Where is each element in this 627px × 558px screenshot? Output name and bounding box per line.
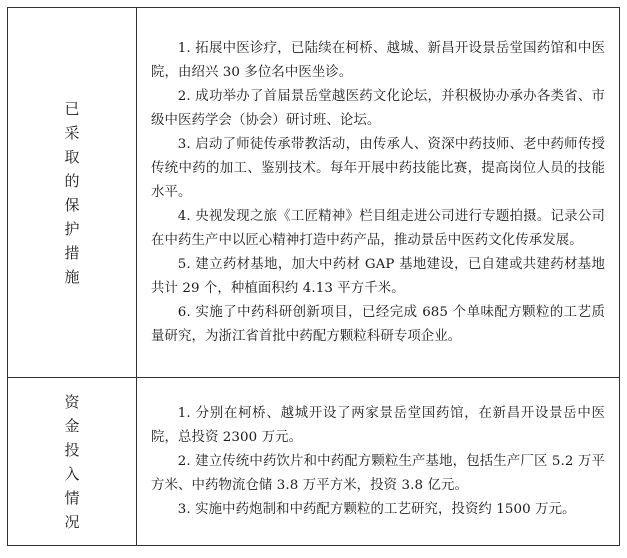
- measure-item: 2. 成功举办了首届景岳堂越医药文化论坛，并积极协办承办各类省、市级中医药学会（协会）研讨班、论坛。: [151, 88, 605, 128]
- funding-item: 1. 分别在柯桥、越城开设了两家景岳堂国药馆，在新昌开设景岳中医院，总投资 2300 万元。: [151, 405, 605, 445]
- measure-item: 3. 启动了师徒传承带教活动，由传承人、资深中药技师、老中药师传授传统中药的加工、鉴别技术。每年开展中药技能比赛，提高岗位人员的技能水平。: [151, 136, 605, 200]
- measure-item: 4. 央视发现之旅《工匠精神》栏目组走进公司进行专题拍摄。记录公司在中药生产中以匠心精神打造中药产品，推动景岳中医药文化传承发展。: [151, 208, 605, 248]
- row-label-protection-measures: 已采取的保护措施: [64, 99, 80, 286]
- row-label-cell: [8, 378, 137, 546]
- measure-item: 5. 建立药材基地，加大中药材 GAP 基地建设，已自建或共建药材基地共计 29 个，种植面积约 4.13 平方千米。: [151, 256, 605, 296]
- funding-item: 3. 实施中药炮制和中药配方颗粒的工艺研究，投资约 1500 万元。: [177, 501, 576, 517]
- measure-item: 1. 拓展中医诊疗，已陆续在柯桥、越城、新昌开设景岳堂国药馆和中医院，由绍兴 30 多位名中医坐诊。: [151, 40, 605, 80]
- table-row-funding-investment: [8, 378, 620, 546]
- document-table: [7, 7, 620, 546]
- measure-item: 6. 实施了中药科研创新项目，已经完成 685 个单味配方颗粒的工艺质量研究，为浙江省首批中药配方颗粒科研专项企业。: [151, 304, 605, 344]
- row-label-cell: [8, 8, 137, 378]
- row-label-funding-investment: 资金投入情况: [64, 392, 80, 531]
- funding-item: 2. 建立传统中药饮片和中药配方颗粒生产基地，包括生产厂区 5.2 万平方米、中药物流仓储 3.8 万平方米，投资 3.8 亿元。: [151, 453, 605, 493]
- table-row-protection-measures: [8, 8, 620, 378]
- row-content-cell: [137, 378, 620, 546]
- row-content-cell: [137, 8, 620, 378]
